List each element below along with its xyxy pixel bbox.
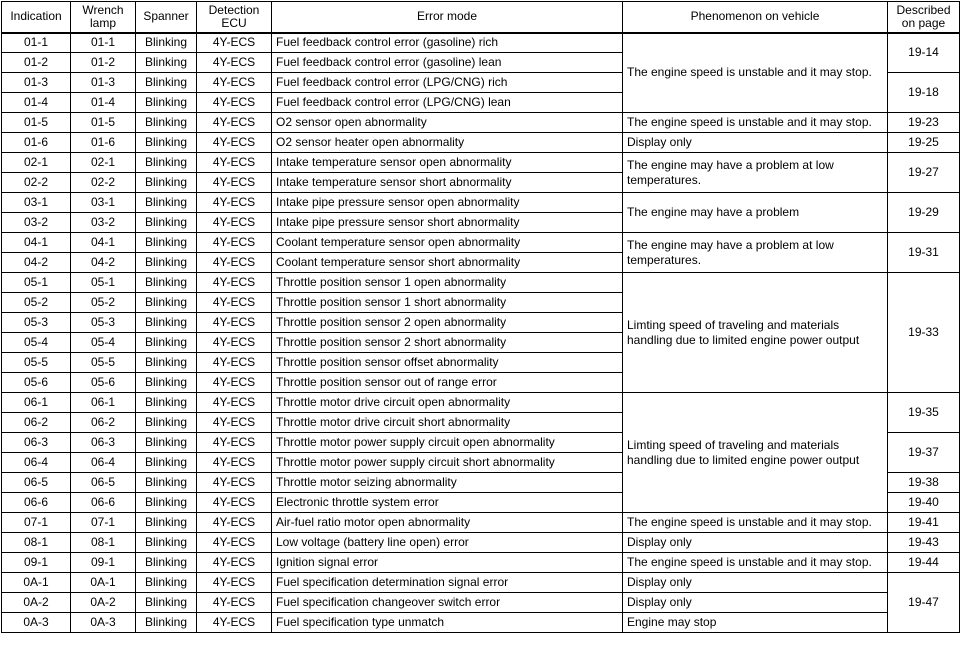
indication-cell: 06-2 [2,413,71,433]
wrench-lamp-cell: 04-1 [71,233,136,253]
phenomenon-cell: Display only [623,533,888,553]
indication-cell: 01-3 [2,73,71,93]
error-mode-cell: Throttle position sensor out of range error [272,373,623,393]
wrench-lamp-cell: 05-2 [71,293,136,313]
spanner-cell: Blinking [136,73,197,93]
spanner-cell: Blinking [136,593,197,613]
spanner-cell: Blinking [136,493,197,513]
spanner-cell: Blinking [136,193,197,213]
indication-cell: 05-4 [2,333,71,353]
detection-ecu-cell: 4Y-ECS [197,233,272,253]
error-mode-cell: O2 sensor heater open abnormality [272,133,623,153]
spanner-cell: Blinking [136,393,197,413]
spanner-cell: Blinking [136,533,197,553]
wrench-lamp-cell: 05-6 [71,373,136,393]
indication-cell: 08-1 [2,533,71,553]
wrench-lamp-cell: 06-6 [71,493,136,513]
error-mode-cell: Throttle position sensor offset abnormality [272,353,623,373]
wrench-lamp-cell: 01-1 [71,33,136,53]
wrench-lamp-cell: 0A-3 [71,613,136,633]
error-mode-cell: Fuel specification type unmatch [272,613,623,633]
detection-ecu-cell: 4Y-ECS [197,513,272,533]
page-reference-cell: 19-44 [888,553,960,573]
detection-ecu-cell: 4Y-ECS [197,213,272,233]
detection-ecu-cell: 4Y-ECS [197,193,272,213]
detection-ecu-cell: 4Y-ECS [197,393,272,413]
spanner-cell: Blinking [136,33,197,53]
header-spanner: Spanner [136,2,197,33]
indication-cell: 04-1 [2,233,71,253]
error-mode-cell: Coolant temperature sensor open abnormality [272,233,623,253]
spanner-cell: Blinking [136,573,197,593]
header-row [2,2,960,33]
detection-ecu-cell: 4Y-ECS [197,413,272,433]
indication-cell: 06-4 [2,453,71,473]
indication-cell: 02-1 [2,153,71,173]
table-row [2,193,960,213]
wrench-lamp-cell: 09-1 [71,553,136,573]
spanner-cell: Blinking [136,273,197,293]
wrench-lamp-cell: 02-2 [71,173,136,193]
spanner-cell: Blinking [136,453,197,473]
phenomenon-cell: Display only [623,573,888,593]
indication-cell: 0A-3 [2,613,71,633]
detection-ecu-cell: 4Y-ECS [197,373,272,393]
spanner-cell: Blinking [136,113,197,133]
indication-cell: 04-2 [2,253,71,273]
table-row [2,573,960,593]
phenomenon-cell: Limting speed of traveling and materials handling due to limited engine power output [623,393,888,513]
indication-cell: 01-5 [2,113,71,133]
page-reference-cell: 19-38 [888,473,960,493]
indication-cell: 09-1 [2,553,71,573]
error-mode-cell: Throttle motor seizing abnormality [272,473,623,493]
page-reference-cell: 19-27 [888,153,960,193]
detection-ecu-cell: 4Y-ECS [197,93,272,113]
wrench-lamp-cell: 02-1 [71,153,136,173]
spanner-cell: Blinking [136,513,197,533]
indication-cell: 01-2 [2,53,71,73]
table-row [2,593,960,613]
table-row [2,113,960,133]
wrench-lamp-cell: 05-5 [71,353,136,373]
error-mode-cell: Throttle position sensor 1 short abnormality [272,293,623,313]
page-reference-cell: 19-25 [888,133,960,153]
error-mode-cell: Air-fuel ratio motor open abnormality [272,513,623,533]
wrench-lamp-cell: 06-5 [71,473,136,493]
error-code-table [1,1,960,633]
detection-ecu-cell: 4Y-ECS [197,453,272,473]
error-mode-cell: Throttle position sensor 2 short abnormality [272,333,623,353]
detection-ecu-cell: 4Y-ECS [197,173,272,193]
table-row [2,153,960,173]
detection-ecu-cell: 4Y-ECS [197,353,272,373]
detection-ecu-cell: 4Y-ECS [197,273,272,293]
indication-cell: 03-1 [2,193,71,213]
error-mode-cell: Throttle motor drive circuit short abnormality [272,413,623,433]
error-mode-cell: Intake temperature sensor open abnormality [272,153,623,173]
page-reference-cell: 19-31 [888,233,960,273]
table-row [2,233,960,253]
wrench-lamp-cell: 05-1 [71,273,136,293]
page-reference-cell: 19-40 [888,493,960,513]
wrench-lamp-cell: 01-4 [71,93,136,113]
wrench-lamp-cell: 0A-1 [71,573,136,593]
table-row [2,553,960,573]
spanner-cell: Blinking [136,413,197,433]
detection-ecu-cell: 4Y-ECS [197,473,272,493]
spanner-cell: Blinking [136,233,197,253]
page-reference-cell: 19-29 [888,193,960,233]
page-reference-cell: 19-33 [888,273,960,393]
wrench-lamp-cell: 01-6 [71,133,136,153]
wrench-lamp-cell: 08-1 [71,533,136,553]
page-reference-cell: 19-35 [888,393,960,433]
indication-cell: 03-2 [2,213,71,233]
wrench-lamp-cell: 03-2 [71,213,136,233]
phenomenon-cell: The engine may have a problem at low temperatures. [623,233,888,273]
detection-ecu-cell: 4Y-ECS [197,613,272,633]
spanner-cell: Blinking [136,373,197,393]
table-row [2,393,960,413]
phenomenon-cell: The engine speed is unstable and it may stop. [623,513,888,533]
error-mode-cell: Fuel feedback control error (gasoline) rich [272,33,623,53]
spanner-cell: Blinking [136,253,197,273]
indication-cell: 06-3 [2,433,71,453]
phenomenon-cell: The engine may have a problem at low temperatures. [623,153,888,193]
phenomenon-cell: Display only [623,133,888,153]
spanner-cell: Blinking [136,53,197,73]
page-reference-cell: 19-14 [888,33,960,73]
detection-ecu-cell: 4Y-ECS [197,433,272,453]
error-mode-cell: Fuel specification changeover switch error [272,593,623,613]
page-reference-cell: 19-37 [888,433,960,473]
header-detection-ecu: Detection ECU [197,2,272,33]
indication-cell: 05-2 [2,293,71,313]
error-mode-cell: Fuel specification determination signal error [272,573,623,593]
error-mode-cell: O2 sensor open abnormality [272,113,623,133]
error-mode-cell: Throttle motor power supply circuit short abnormality [272,453,623,473]
wrench-lamp-cell: 06-3 [71,433,136,453]
detection-ecu-cell: 4Y-ECS [197,313,272,333]
error-mode-cell: Fuel feedback control error (gasoline) lean [272,53,623,73]
error-mode-cell: Electronic throttle system error [272,493,623,513]
header-phenomenon: Phenomenon on vehicle [623,2,888,33]
phenomenon-cell: The engine speed is unstable and it may stop. [623,553,888,573]
table-row [2,513,960,533]
detection-ecu-cell: 4Y-ECS [197,533,272,553]
error-mode-cell: Throttle motor drive circuit open abnormality [272,393,623,413]
page-reference-cell: 19-43 [888,533,960,553]
wrench-lamp-cell: 0A-2 [71,593,136,613]
detection-ecu-cell: 4Y-ECS [197,333,272,353]
page-reference-cell: 19-18 [888,73,960,113]
detection-ecu-cell: 4Y-ECS [197,573,272,593]
indication-cell: 05-1 [2,273,71,293]
phenomenon-cell: The engine speed is unstable and it may stop. [623,113,888,133]
header-described-on-page: Described on page [888,2,960,33]
error-mode-cell: Intake temperature sensor short abnormality [272,173,623,193]
indication-cell: 05-3 [2,313,71,333]
detection-ecu-cell: 4Y-ECS [197,493,272,513]
table-row [2,533,960,553]
indication-cell: 07-1 [2,513,71,533]
spanner-cell: Blinking [136,313,197,333]
error-mode-cell: Intake pipe pressure sensor open abnormality [272,193,623,213]
spanner-cell: Blinking [136,153,197,173]
indication-cell: 02-2 [2,173,71,193]
error-mode-cell: Ignition signal error [272,553,623,573]
phenomenon-cell: The engine speed is unstable and it may stop. [623,33,888,113]
wrench-lamp-cell: 05-3 [71,313,136,333]
indication-cell: 01-4 [2,93,71,113]
error-mode-cell: Low voltage (battery line open) error [272,533,623,553]
phenomenon-cell: Engine may stop [623,613,888,633]
spanner-cell: Blinking [136,333,197,353]
spanner-cell: Blinking [136,213,197,233]
page-reference-cell: 19-47 [888,573,960,633]
spanner-cell: Blinking [136,473,197,493]
spanner-cell: Blinking [136,173,197,193]
error-mode-cell: Intake pipe pressure sensor short abnormality [272,213,623,233]
spanner-cell: Blinking [136,293,197,313]
indication-cell: 0A-1 [2,573,71,593]
phenomenon-cell: The engine may have a problem [623,193,888,233]
wrench-lamp-cell: 06-1 [71,393,136,413]
indication-cell: 01-1 [2,33,71,53]
phenomenon-cell: Limting speed of traveling and materials handling due to limited engine power output [623,273,888,393]
wrench-lamp-cell: 05-4 [71,333,136,353]
wrench-lamp-cell: 07-1 [71,513,136,533]
table-row [2,133,960,153]
indication-cell: 0A-2 [2,593,71,613]
detection-ecu-cell: 4Y-ECS [197,153,272,173]
detection-ecu-cell: 4Y-ECS [197,73,272,93]
spanner-cell: Blinking [136,93,197,113]
header-indication: Indication [2,2,71,33]
indication-cell: 05-6 [2,373,71,393]
page-reference-cell: 19-41 [888,513,960,533]
wrench-lamp-cell: 06-4 [71,453,136,473]
spanner-cell: Blinking [136,353,197,373]
error-mode-cell: Fuel feedback control error (LPG/CNG) lean [272,93,623,113]
wrench-lamp-cell: 01-5 [71,113,136,133]
wrench-lamp-cell: 01-3 [71,73,136,93]
spanner-cell: Blinking [136,553,197,573]
wrench-lamp-cell: 01-2 [71,53,136,73]
indication-cell: 06-6 [2,493,71,513]
detection-ecu-cell: 4Y-ECS [197,53,272,73]
phenomenon-cell: Display only [623,593,888,613]
error-mode-cell: Coolant temperature sensor short abnormality [272,253,623,273]
detection-ecu-cell: 4Y-ECS [197,133,272,153]
wrench-lamp-cell: 06-2 [71,413,136,433]
error-mode-cell: Throttle position sensor 2 open abnormality [272,313,623,333]
indication-cell: 06-5 [2,473,71,493]
spanner-cell: Blinking [136,613,197,633]
wrench-lamp-cell: 03-1 [71,193,136,213]
detection-ecu-cell: 4Y-ECS [197,293,272,313]
header-wrench-lamp: Wrench lamp [71,2,136,33]
table-row [2,613,960,633]
error-mode-cell: Fuel feedback control error (LPG/CNG) rich [272,73,623,93]
detection-ecu-cell: 4Y-ECS [197,33,272,53]
indication-cell: 06-1 [2,393,71,413]
spanner-cell: Blinking [136,433,197,453]
detection-ecu-cell: 4Y-ECS [197,253,272,273]
spanner-cell: Blinking [136,133,197,153]
table-row [2,33,960,53]
indication-cell: 01-6 [2,133,71,153]
error-mode-cell: Throttle position sensor 1 open abnormality [272,273,623,293]
detection-ecu-cell: 4Y-ECS [197,593,272,613]
error-mode-cell: Throttle motor power supply circuit open abnormality [272,433,623,453]
table-row [2,273,960,293]
detection-ecu-cell: 4Y-ECS [197,553,272,573]
indication-cell: 05-5 [2,353,71,373]
table-body [2,33,960,633]
wrench-lamp-cell: 04-2 [71,253,136,273]
header-error-mode: Error mode [272,2,623,33]
page-reference-cell: 19-23 [888,113,960,133]
detection-ecu-cell: 4Y-ECS [197,113,272,133]
